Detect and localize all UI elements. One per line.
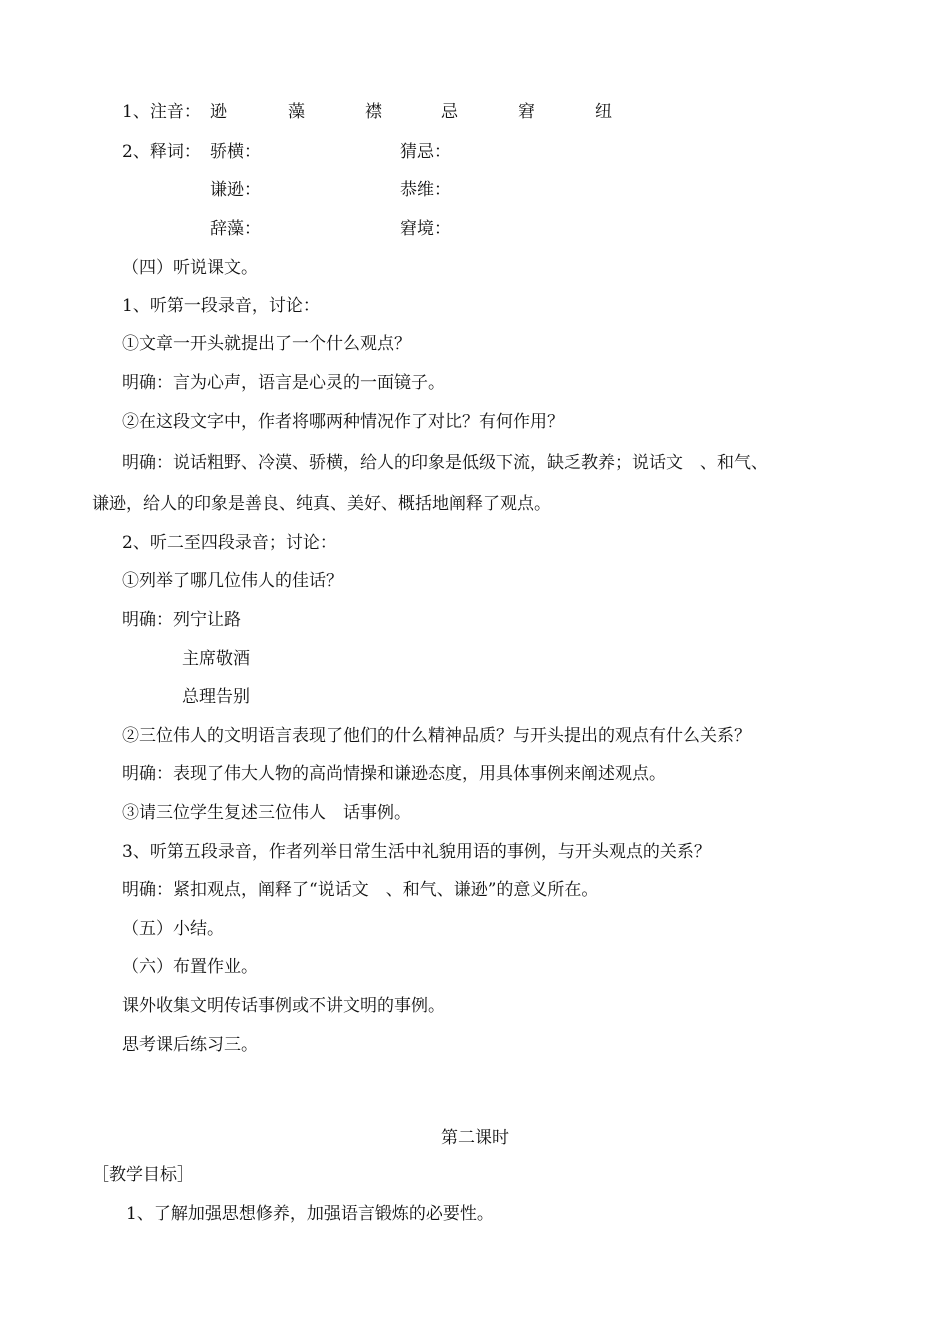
answer-line: 明确：列宁让路 <box>122 610 241 630</box>
section-title: 第二课时 <box>441 1128 509 1148</box>
shici-term: 猜忌： <box>400 142 451 162</box>
section-heading: （六）布置作业。 <box>122 957 258 977</box>
paragraph-line: 2、听二至四段录音；讨论： <box>122 533 337 553</box>
question-line: ②三位伟人的文明语言表现了他们的什么精神品质？与开头提出的观点有什么关系？ <box>122 726 751 746</box>
question-line: ②在这段文字中，作者将哪两种情况作了对比？有何作用？ <box>122 412 564 432</box>
paragraph-line: 1、听第一段录音，讨论： <box>122 296 320 316</box>
answer-line: 明确：紧扣观点，阐释了“说话文 、和气、谦逊”的意义所在。 <box>122 880 599 900</box>
shici-term: 辞藻： <box>210 219 261 239</box>
shici-term: 恭维： <box>400 180 451 200</box>
paragraph-line: 思考课后练习三。 <box>122 1035 258 1055</box>
question-line: ①文章一开头就提出了一个什么观点？ <box>122 334 411 354</box>
zhuyin-label: 1、注音： <box>122 102 201 122</box>
section-heading: （五）小结。 <box>122 919 224 939</box>
question-line: ①列举了哪几位伟人的佳话？ <box>122 571 343 591</box>
teaching-goal-item: 1、了解加强思想修养，加强语言锻炼的必要性。 <box>126 1204 494 1224</box>
zhuyin-char: 忌 <box>441 102 458 122</box>
shici-term: 窘境： <box>400 219 451 239</box>
question-line: ③请三位学生复述三位伟人 话事例。 <box>122 803 411 823</box>
answer-line: 总理告别 <box>182 687 250 707</box>
shici-term: 谦逊： <box>210 180 261 200</box>
shici-term: 骄横： <box>210 142 261 162</box>
answer-line: 主席敬酒 <box>182 649 250 669</box>
zhuyin-char: 藻 <box>288 102 305 122</box>
section-heading: （四）听说课文。 <box>122 258 258 278</box>
zhuyin-char: 纽 <box>595 102 612 122</box>
answer-line: 明确：言为心声，语言是心灵的一面镜子。 <box>122 373 445 393</box>
zhuyin-char: 窘 <box>518 102 535 122</box>
teaching-goal-heading: ［教学目标］ <box>92 1165 194 1185</box>
answer-line: 明确：表现了伟大人物的高尚情操和谦逊态度，用具体事例来阐述观点。 <box>122 764 666 784</box>
zhuyin-char: 襟 <box>365 102 382 122</box>
shici-label: 2、释词： <box>122 142 201 162</box>
paragraph-line: 3、听第五段录音，作者列举日常生活中礼貌用语的事例，与开头观点的关系？ <box>122 842 711 862</box>
paragraph-line: 课外收集文明传话事例或不讲文明的事例。 <box>122 996 445 1016</box>
zhuyin-char: 逊 <box>210 102 227 122</box>
answer-line: 谦逊，给人的印象是善良、纯真、美好、概括地阐释了观点。 <box>92 494 551 514</box>
answer-line: 明确：说话粗野、冷漠、骄横，给人的印象是低级下流，缺乏教养；说话文 、和气、 <box>122 453 768 473</box>
